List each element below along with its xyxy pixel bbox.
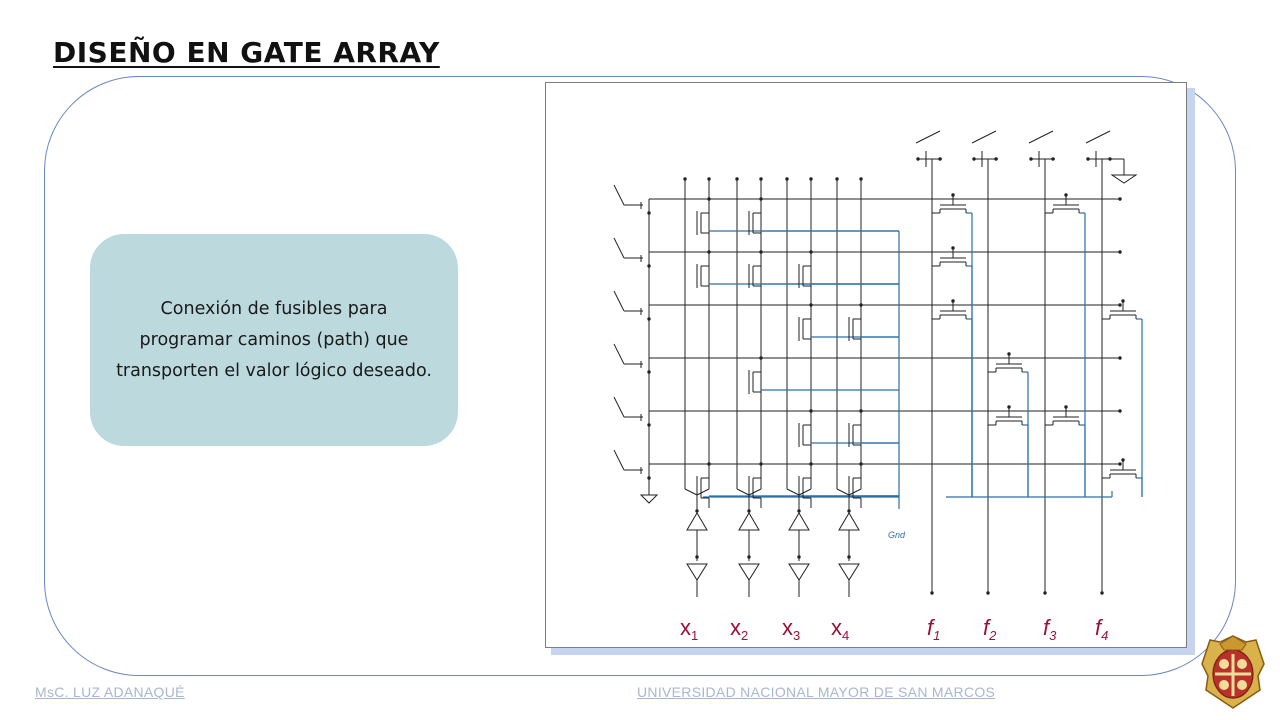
junction-dot [759, 177, 762, 180]
junction-dot [647, 423, 650, 426]
junction-dot [735, 177, 738, 180]
junction-dot [785, 177, 788, 180]
note-box [90, 234, 458, 446]
junction-dot [1118, 356, 1121, 359]
gate-array-diagram [545, 82, 1187, 648]
junction-dot [1086, 157, 1089, 160]
junction-dot [759, 197, 762, 200]
junction-dot [835, 177, 838, 180]
buffer-icon [789, 564, 809, 580]
footer-university: UNIVERSIDAD NACIONAL MAYOR DE SAN MARCOS [637, 684, 996, 700]
junction-dot [847, 555, 850, 558]
junction-dot [707, 177, 710, 180]
junction-dot [859, 462, 862, 465]
inverter-icon [687, 513, 707, 530]
output-label: $f_4$ [1095, 615, 1109, 643]
page-title: DISEÑO EN GATE ARRAY [53, 36, 440, 69]
junction-dot [759, 462, 762, 465]
ground-symbol [1112, 175, 1136, 183]
junction-dot [695, 555, 698, 558]
junction-dot [809, 303, 812, 306]
junction-dot [1064, 193, 1067, 196]
input-switch [614, 291, 624, 311]
junction-dot [647, 264, 650, 267]
input-label: $x_4$ [831, 615, 850, 643]
junction-dot [1118, 409, 1121, 412]
junction-dot [930, 591, 933, 594]
junction-dot [747, 509, 750, 512]
output-label: $f_2$ [983, 615, 997, 643]
note-text: Conexión de fusibles para programar caminos (path) que transporten el valor lógico deseado. [116, 298, 432, 381]
junction-dot [695, 509, 698, 512]
col-join [737, 489, 749, 495]
junction-dot [707, 250, 710, 253]
junction-dot [1108, 157, 1111, 160]
junction-dot [759, 250, 762, 253]
input-switch [614, 185, 624, 205]
col-join [849, 489, 861, 495]
col-join [787, 489, 799, 495]
input-switch [614, 344, 624, 364]
junction-dot [847, 509, 850, 512]
buffer-icon [739, 564, 759, 580]
junction-dot [916, 157, 919, 160]
junction-dot [1121, 299, 1124, 302]
footer-author: MsC. LUZ ADANAQUÉ [35, 684, 185, 700]
buffer-icon [687, 564, 707, 580]
junction-dot [809, 250, 812, 253]
junction-dot [994, 157, 997, 160]
junction-dot [707, 197, 710, 200]
junction-dot [683, 177, 686, 180]
junction-dot [1121, 458, 1124, 461]
output-switch [1086, 131, 1110, 143]
junction-dot [647, 317, 650, 320]
junction-dot [1100, 591, 1103, 594]
junction-dot [859, 303, 862, 306]
buffer-icon [839, 564, 859, 580]
inverter-icon [839, 513, 859, 530]
junction-dot [1118, 250, 1121, 253]
junction-dot [797, 555, 800, 558]
input-label: $x_3$ [782, 615, 801, 643]
col-join [749, 489, 761, 495]
output-label: $f_3$ [1043, 615, 1057, 643]
input-switch [614, 238, 624, 258]
junction-dot [1118, 197, 1121, 200]
junction-dot [707, 462, 710, 465]
diagram-canvas [546, 83, 1188, 649]
junction-dot [1118, 303, 1121, 306]
junction-dot [859, 409, 862, 412]
input-switch [614, 397, 624, 417]
input-label: $x_2$ [730, 615, 749, 643]
output-switch [916, 131, 940, 143]
junction-dot [951, 193, 954, 196]
gnd-label: Gnd [888, 530, 906, 540]
junction-dot [809, 462, 812, 465]
junction-dot [647, 476, 650, 479]
junction-dot [951, 299, 954, 302]
junction-dot [747, 555, 750, 558]
junction-dot [938, 157, 941, 160]
input-switch [614, 450, 624, 470]
junction-dot [951, 246, 954, 249]
output-label: $f_1$ [927, 615, 941, 643]
junction-dot [797, 509, 800, 512]
junction-dot [1007, 405, 1010, 408]
col-join [697, 489, 709, 495]
junction-dot [647, 211, 650, 214]
input-label: $x_1$ [680, 615, 699, 643]
junction-dot [986, 591, 989, 594]
ground-symbol [641, 495, 657, 503]
inverter-icon [739, 513, 759, 530]
inverter-icon [789, 513, 809, 530]
junction-dot [809, 177, 812, 180]
junction-dot [1043, 591, 1046, 594]
junction-dot [1064, 405, 1067, 408]
junction-dot [1007, 352, 1010, 355]
output-switch [1029, 131, 1053, 143]
junction-dot [859, 177, 862, 180]
junction-dot [972, 157, 975, 160]
junction-dot [759, 356, 762, 359]
output-switch [972, 131, 996, 143]
junction-dot [1051, 157, 1054, 160]
col-join [799, 489, 811, 495]
junction-dot [1029, 157, 1032, 160]
col-join [685, 489, 697, 495]
junction-dot [647, 370, 650, 373]
junction-dot [809, 409, 812, 412]
junction-dot [1118, 462, 1121, 465]
university-seal [1198, 632, 1268, 712]
col-join [837, 489, 849, 495]
